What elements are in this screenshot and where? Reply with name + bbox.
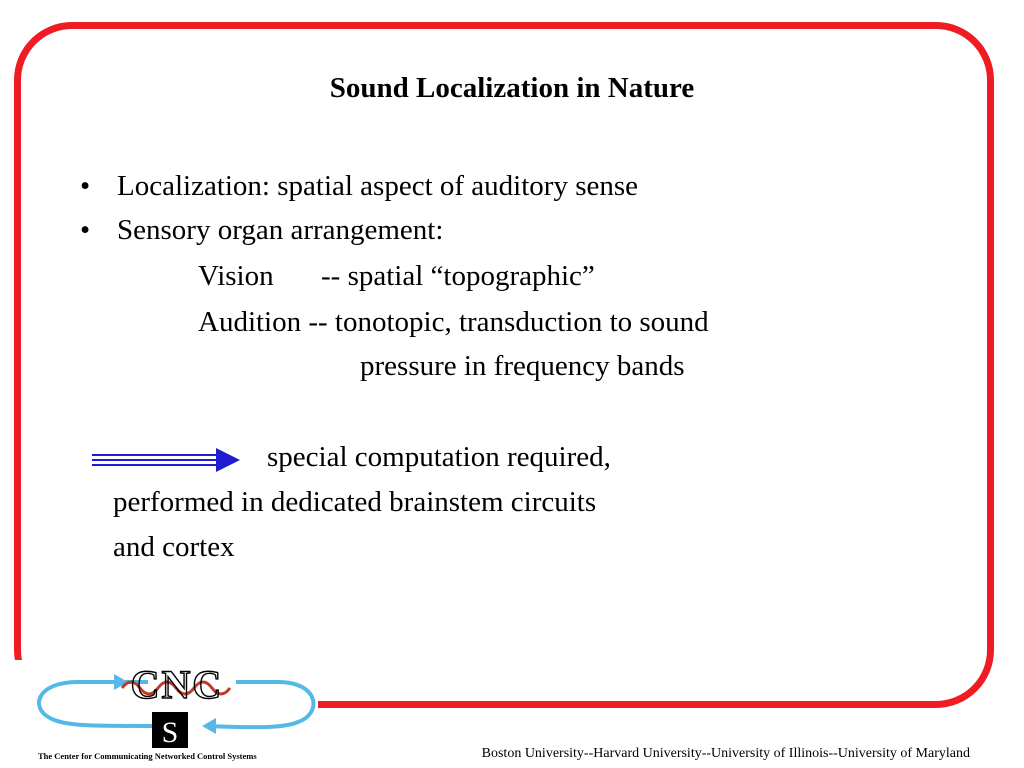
audition-continuation: pressure in frequency bands bbox=[360, 350, 685, 382]
logo-cnc-text: CNC bbox=[130, 662, 224, 707]
vision-term: Vision bbox=[198, 260, 274, 292]
conclusion-line-2: performed in dedicated brainstem circuits bbox=[113, 486, 597, 518]
footer-universities: Boston University--Harvard University--University of Illinois--University of Maryland bbox=[481, 746, 970, 761]
bullet-symbol: • bbox=[80, 170, 91, 202]
right-arrow-icon bbox=[92, 446, 242, 474]
cnc-logo bbox=[30, 660, 320, 750]
vision-description: -- spatial “topographic” bbox=[321, 260, 595, 292]
audition-line: Audition -- tonotopic, transduction to sound bbox=[198, 306, 709, 338]
bullet-localization: Localization: spatial aspect of auditory sense bbox=[117, 170, 639, 202]
logo-s-text: S bbox=[161, 716, 179, 749]
conclusion-line-1: special computation required, bbox=[267, 441, 611, 473]
bullet-sensory-organ: Sensory organ arrangement: bbox=[117, 214, 444, 246]
logo-caption: The Center for Communicating Networked Control Systems bbox=[38, 751, 257, 761]
bullet-symbol: • bbox=[80, 214, 91, 246]
conclusion-line-3: and cortex bbox=[113, 531, 235, 563]
slide-title: Sound Localization in Nature bbox=[329, 72, 695, 104]
